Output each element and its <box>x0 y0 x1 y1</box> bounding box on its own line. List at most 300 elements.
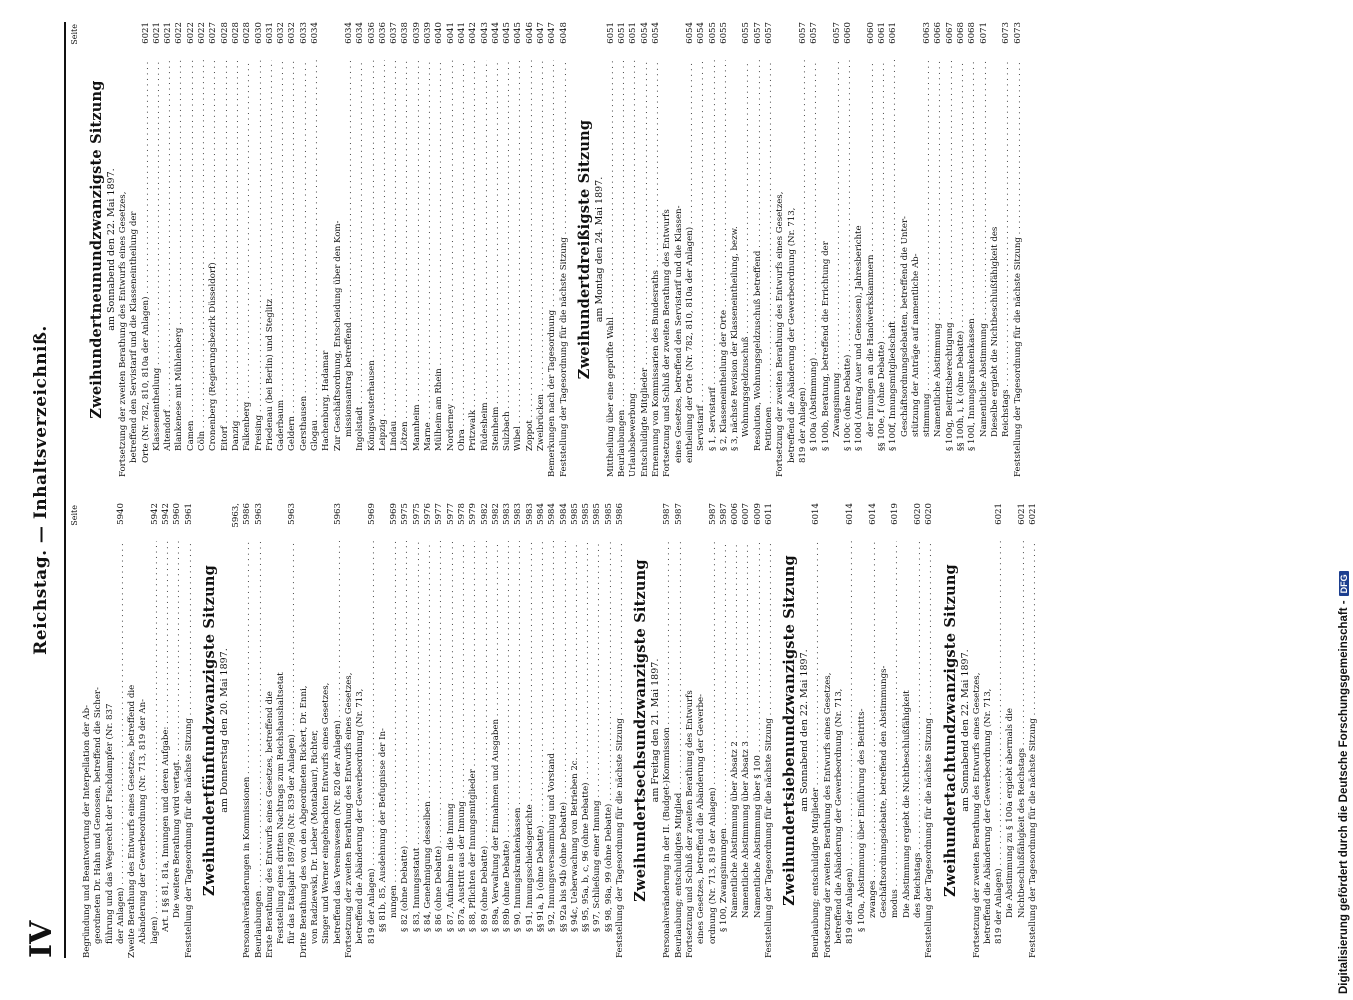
session-title: Zweihundertsiebenundzwanzigste Sitzung <box>781 555 799 906</box>
toc-entry-text: Glogau . . . <box>310 60 321 477</box>
page-header <box>18 22 66 958</box>
toc-entry <box>809 22 820 477</box>
toc-entry-page: 6073 <box>1012 22 1023 44</box>
toc-entry-page: 5940 <box>115 503 126 525</box>
toc-entry-text: Dieselbe ergiebt die Nichtbeschlußfähigkeit des <box>989 226 1000 437</box>
toc-entry <box>933 22 944 477</box>
toc-entry-text: § 88, Pflichten der Innungsmitglieder . . . <box>468 541 479 958</box>
toc-entry-page: 6048 <box>558 22 569 44</box>
toc-entry <box>174 22 185 477</box>
toc-entry <box>547 503 558 958</box>
toc-entry-text: Fortsetzung der zweiten Berathung des Entwurfs eines Gesetzes, <box>971 672 982 958</box>
toc-entry-text: §§ 98, 98a, 99 (ohne Debatte) . . . <box>604 541 615 958</box>
toc-entry-text: Die Abstimmung zu § 100a ergiebt abermals die <box>1005 708 1016 918</box>
toc-entry-page: 5942 <box>149 503 160 525</box>
toc-entry-text: Petitionen . . . <box>764 60 775 477</box>
toc-entry-page: 6051 <box>617 22 628 44</box>
toc-entry <box>400 22 411 477</box>
session-entries <box>606 22 1024 477</box>
toc-entry-text: § 87a, Austritt aus der Innung . . . <box>457 541 468 958</box>
toc-entry-page: 6055 <box>718 22 729 44</box>
toc-entry-page: 6037 <box>389 22 400 44</box>
page-number: IV <box>23 920 59 958</box>
toc-entry-page: 5961 <box>183 503 194 525</box>
toc-entry-text: Die Abstimmung ergiebt die Nichtbeschlußfähigkeit <box>901 690 912 918</box>
toc-entry-text: Zweibrücken . . . <box>536 60 547 477</box>
toc-entry-page: 6063 <box>922 22 933 44</box>
toc-entry-page: 6006 <box>730 503 741 525</box>
toc-entry-text: § 1, Servistarif . . . <box>708 60 719 477</box>
toc-entry <box>983 503 994 958</box>
toc-entry-text: § 89 (ohne Debatte) . . . <box>480 541 491 958</box>
toc-entry <box>220 22 231 477</box>
toc-entry-text: der Anlagen) . . . <box>116 541 127 958</box>
toc-entry-page: 6040 <box>434 22 445 44</box>
toc-entry-text: § 84, Genehmigung desselben . . . <box>423 541 434 958</box>
toc-entry <box>581 503 592 958</box>
toc-entry-text: Art. I §§ 81, 81a, Innungen und deren Aufgabe: . . . <box>161 541 172 958</box>
toc-entry <box>333 22 344 477</box>
toc-entry <box>184 503 195 958</box>
toc-entry-text: Erste Berathung des Entwurfs eines Gesetzes, betreffend die <box>264 691 275 958</box>
toc-entry-page: 5987 <box>662 503 673 525</box>
toc-entry <box>604 503 615 958</box>
toc-entry-page: 5984 <box>535 503 546 525</box>
toc-entry-text: Friedenau (bei Berlin) und Steglitz . . . <box>265 60 276 477</box>
toc-entry <box>866 22 877 477</box>
toc-entry-text: Klasseneintheilung . . . <box>152 60 163 477</box>
toc-entry-page: 5960 <box>172 503 183 525</box>
toc-entry <box>945 22 956 477</box>
session-title: Zweihundertfünfundzwanzigste Sitzung <box>200 565 218 896</box>
toc-entry-page: 5987 <box>718 503 729 525</box>
toc-entry <box>355 503 366 958</box>
toc-entry-page: 6021 <box>140 22 151 44</box>
session-heading <box>632 503 661 958</box>
toc-entry <box>434 503 445 958</box>
toc-entry <box>741 22 752 477</box>
toc-entry <box>879 503 890 958</box>
toc-entry <box>378 22 389 477</box>
toc-entry-text: Feststellung der Tagesordnung für die nächste Sitzung . . . <box>924 541 935 958</box>
toc-entry <box>129 22 140 477</box>
toc-entry-text: § 2, Klasseneintheilung der Orte . . . <box>719 60 730 477</box>
toc-entry-page: 6066 <box>933 22 944 44</box>
toc-entry-text: §§ 81b, 85, Ausdehnung der Befugnisse der In- <box>377 728 388 932</box>
toc-entry <box>163 22 174 477</box>
toc-entry <box>559 503 570 958</box>
toc-entry <box>1001 22 1012 477</box>
toc-entry <box>254 22 265 477</box>
toc-entry <box>764 503 775 958</box>
toc-entry <box>118 22 129 477</box>
toc-entry-page: 6028 <box>230 22 241 44</box>
toc-entry-text: § 100l, Innungskrankenkassen . . . <box>967 60 978 477</box>
toc-entry-page: 5985 <box>569 503 580 525</box>
toc-entry <box>730 503 741 958</box>
intro-entries <box>82 503 195 958</box>
toc-entry-text: eintheilung der Orte (Nr. 782, 810, 810a der Anlagen) . . . <box>685 60 696 477</box>
toc-entry <box>913 503 924 958</box>
toc-entry-page: 6057 <box>809 22 820 44</box>
toc-entry-text: Geschäftsordnungsdebatte, betreffend den Abstimmungs- <box>879 665 890 918</box>
toc-entry-text: zwanges . . . <box>868 541 879 958</box>
toc-entry-page: 6032 <box>276 22 287 44</box>
toc-entry <box>105 503 116 958</box>
toc-entry-text: Ingolstadt . . . <box>355 60 366 477</box>
toc-entry <box>502 503 513 958</box>
toc-entry <box>93 503 104 958</box>
toc-entry-text: Norderney . . . <box>446 60 457 477</box>
session-title: Zweihundertneunundzwanzigste Sitzung <box>88 80 105 419</box>
toc-entry-page: 6034 <box>355 22 366 44</box>
toc-entry-text: des Reichstags . . . <box>913 541 924 958</box>
toc-entry <box>1017 503 1028 958</box>
toc-entry-page: 6055 <box>707 22 718 44</box>
toc-entry-page: 6036 <box>377 22 388 44</box>
toc-entry-text: § 83, Innungsstatut . . . <box>412 541 423 958</box>
toc-entry-text: Fortsetzung der zweiten Berathung des Entwurfs eines Gesetzes, <box>118 191 128 477</box>
toc-entry-text: betreffend die Abänderung der Gewerbeordnung (Nr. 713, <box>833 688 844 944</box>
toc-entry-page: 6021 <box>1028 503 1039 525</box>
toc-entry <box>525 503 536 958</box>
toc-entry-text: § 82 (ohne Debatte) . . . <box>400 541 411 958</box>
toc-entry-page: 6054 <box>696 22 707 44</box>
toc-entry <box>378 503 389 958</box>
toc-entry <box>640 22 651 477</box>
toc-entry <box>116 503 127 958</box>
toc-entry <box>877 22 888 477</box>
toc-entry-text: § 87, Aufnahme in die Innung . . . <box>446 541 457 958</box>
toc-entry <box>888 22 899 477</box>
toc-entry-text: Marne . . . <box>423 60 434 477</box>
digitization-credit <box>1336 0 1353 1000</box>
toc-entry-text: Blankenese mit Mühlenberg . . . <box>174 60 185 477</box>
toc-entry-text: Nichtbeschlußfähigkeit des Reichstags . . . <box>1017 541 1028 958</box>
toc-entry <box>615 503 626 958</box>
toc-entry-page: 5942 <box>161 503 172 525</box>
toc-entry <box>389 503 400 958</box>
toc-entry-text: Wohnungsgeldzuschuß . . . <box>741 60 752 477</box>
toc-entry-page: 5975 <box>411 503 422 525</box>
toc-entry-text: Abänderung der Gewerbeordnung (Nr. 713, 819 der An- <box>138 698 149 944</box>
toc-entry <box>310 503 321 958</box>
toc-entry-page: 5976 <box>423 503 434 525</box>
toc-entry-page: 6043 <box>479 22 490 44</box>
toc-entry-page: 6061 <box>877 22 887 44</box>
toc-entry <box>685 22 696 477</box>
toc-entry-text: § 89b (ohne Debatte) . . . <box>502 541 513 958</box>
toc-entry <box>628 22 639 477</box>
toc-entry-text: stimmung . . . <box>922 60 933 477</box>
toc-entry-page: 6042 <box>468 22 479 44</box>
toc-entry-text: § 100f, Innungsmitgliedschaft . . . <box>888 60 899 477</box>
toc-entry <box>592 503 603 958</box>
toc-entry-page: 6021 <box>1016 503 1027 525</box>
toc-entry <box>321 22 332 477</box>
toc-entry-text: Beurlaubung; entschuldigte Mitglieder . . . <box>811 541 822 958</box>
toc-entry <box>265 22 276 477</box>
toc-entry-page: 6045 <box>502 22 513 44</box>
toc-entry-page: 5984 <box>547 503 558 525</box>
toc-entry-page: 6055 <box>741 22 752 44</box>
toc-entry <box>979 22 990 477</box>
credit-text: Digitalisierung gefördert durch die Deutsche Forschungsgemeinschaft - <box>1338 600 1350 994</box>
toc-entry-text: Königswusterhausen . . . <box>367 60 378 477</box>
toc-entry <box>276 503 287 958</box>
toc-entry-page: 6057 <box>764 22 775 44</box>
toc-entry-page: 5969 <box>366 503 377 525</box>
toc-entry-text: Falkenberg . . . <box>242 60 253 477</box>
toc-entry-page: 6028 <box>219 22 230 44</box>
toc-entry-text: Fortsetzung der zweiten Berathung des Entwurfs eines Gesetzes, <box>822 672 833 958</box>
toc-entry-page: 6014 <box>845 503 856 525</box>
toc-entry <box>843 22 854 477</box>
toc-entry-text: eines Gesetzes, betreffend die Abänderung der Gewerbe- <box>696 693 707 944</box>
toc-entry <box>559 22 570 477</box>
toc-entry <box>845 503 856 958</box>
toc-entry-page: 5985 <box>581 503 592 525</box>
toc-entry-page: 5984 <box>558 503 569 525</box>
toc-entry-text: geordneten Dr. Hahn und Genossen, betreffend die Sicher- <box>93 687 104 944</box>
toc-entry <box>1013 22 1024 477</box>
toc-entry-page: 6028 <box>242 22 253 44</box>
toc-entry <box>242 22 253 477</box>
toc-entry <box>400 503 411 958</box>
toc-entry-page: 6020 <box>913 503 923 525</box>
toc-entry <box>662 503 673 958</box>
toc-entry-text: Lindau . . . <box>389 60 400 477</box>
toc-entry <box>662 22 673 477</box>
session-entries <box>811 503 935 958</box>
toc-entry-page: 6057 <box>752 22 763 44</box>
toc-entry <box>208 22 219 477</box>
toc-entry-page: 6022 <box>197 22 208 44</box>
toc-entry-text: 819 der Anlagen) . . . <box>994 541 1005 958</box>
toc-entry <box>502 22 513 477</box>
toc-entry <box>513 22 524 477</box>
toc-entry <box>480 22 491 477</box>
toc-entry-text: Danzig . . . <box>231 60 242 477</box>
toc-entry-text: Leipzig . . . <box>378 60 389 477</box>
toc-entry <box>753 503 764 958</box>
toc-entry <box>412 22 423 477</box>
toc-entry-text: Begründung und Beantwortung der Interpellation der Ab- <box>82 705 92 958</box>
toc-entry-page: 5982 <box>490 503 501 525</box>
toc-entry-text: Feststellung der Tagesordnung für die nächste Sitzung . . . <box>764 541 775 958</box>
session-date: am Sonnabend den 22. Mai 1897. <box>106 168 117 331</box>
toc-entry-text: 819 der Anlagen) . . . <box>845 541 856 958</box>
toc-entry-text: betreffend das Vereinswesen (Nr. 820 der Anlagen) . . . <box>333 541 344 958</box>
toc-entry-page: 6039 <box>411 22 422 44</box>
toc-entry-text: Camen . . . <box>186 60 197 477</box>
toc-entry-text: §§ 95, 95a, b, c, 96 (ohne Debatte) . . . <box>581 541 592 958</box>
toc-entry-page: 6031 <box>264 22 275 44</box>
toc-entry-text: Namentliche Abstimmung über Absatz 2 . . . <box>730 541 741 958</box>
toc-entry <box>651 22 662 477</box>
toc-entry <box>606 22 617 477</box>
toc-entry-text: § 90, Innungskrankenkassen . . . <box>513 541 524 958</box>
toc-entry <box>857 503 868 958</box>
toc-entry-page: 6047 <box>535 22 546 44</box>
toc-entry <box>412 503 423 958</box>
toc-entry-page: 6019 <box>890 503 901 525</box>
toc-entry-text: betreffend den Servistarif und die Klasseneintheilung der <box>129 211 140 463</box>
toc-entry <box>344 503 355 958</box>
toc-entry <box>922 22 933 477</box>
toc-entry <box>685 503 696 958</box>
toc-entry-text: Feststellung der Tagesordnung für die nächste Sitzung . . . <box>559 60 570 477</box>
toc-entry-text: missionsantrag betreffend . . . <box>344 60 355 477</box>
toc-entry-text: Reichstags . . . <box>1001 60 1012 477</box>
toc-entry-page: 6021 <box>163 22 174 44</box>
session-date: am Donnerstag den 20. Mai 1897. <box>218 648 230 813</box>
toc-entry <box>854 22 865 477</box>
toc-entry <box>231 22 242 477</box>
toc-entry-text: betreffend die Abänderung der Gewerbeordnung (Nr. 713, <box>355 688 366 944</box>
toc-entry-text: § 100d (Antrag Auer und Genossen), Jahresberichte <box>854 225 865 451</box>
toc-entry-page: 5985 <box>592 503 603 525</box>
toc-entry <box>434 22 445 477</box>
toc-entry-page: 5969 <box>389 503 400 525</box>
toc-entry <box>890 503 901 958</box>
session-title: Zweihundertdreißigste Sitzung <box>575 119 593 380</box>
toc-entry-page: 6051 <box>628 22 639 44</box>
toc-entry <box>832 22 843 477</box>
toc-entry-page: 6011 <box>764 503 775 525</box>
toc-entry <box>321 503 332 958</box>
toc-entry-page: 5963 <box>332 503 343 525</box>
toc-entry <box>821 22 832 477</box>
session-entries <box>231 503 626 958</box>
toc-entry <box>480 503 491 958</box>
toc-entry-text: stützung der Anträge auf namentliche Ab- <box>910 253 921 437</box>
toc-entry-page: 5963, 5986 <box>230 503 253 528</box>
session-title: Zweihundertachtundzwanzigste Sitzung <box>941 564 959 897</box>
toc-entry-page: 5983 <box>513 503 524 525</box>
toc-entry <box>127 503 138 958</box>
toc-entry-page: 6045 <box>513 22 524 44</box>
toc-entry <box>457 22 468 477</box>
session-entries <box>118 22 570 477</box>
toc-entry <box>389 22 400 477</box>
toc-entry-text: Ernennung von Kommissarien des Bundesraths . . . <box>651 60 662 477</box>
toc-entry <box>231 503 254 958</box>
toc-entry <box>186 22 197 477</box>
toc-entry <box>708 22 719 477</box>
toc-entry <box>423 22 434 477</box>
toc-entry <box>161 503 172 958</box>
toc-entry <box>287 503 298 958</box>
toc-entry-page: 5987 <box>673 503 684 525</box>
toc-entry-page: 6007 <box>741 503 752 525</box>
column-head-seite: Seite <box>70 505 79 526</box>
toc-entry <box>730 22 741 477</box>
toc-entry-page: 6057 <box>831 22 842 44</box>
toc-entry-page: 5963 <box>253 503 264 525</box>
toc-entry <box>956 22 967 477</box>
toc-entry-text: § 97, Schließung einer Innung . . . <box>592 541 603 958</box>
toc-entry-text: betreffend die Abänderung der Gewerbeordnung (Nr. 713, <box>982 688 993 944</box>
toc-entry-text: Beurlaubungen . . . <box>617 60 628 477</box>
session-date: am Sonnabend den 22. Mai 1897. <box>799 649 811 812</box>
toc-entry <box>423 503 434 958</box>
toc-entry-page: 6021 <box>151 22 162 44</box>
toc-entry-text: §§ 91a, b (ohne Debatte) . . . <box>536 541 547 958</box>
session-heading <box>576 22 605 477</box>
session-heading <box>88 22 117 477</box>
toc-entry-text: § 92, Innungsversammlung und Vorstand . . . <box>547 541 558 958</box>
toc-entry-page: 6044 <box>490 22 501 44</box>
toc-entry-text: Geldern . . . <box>287 60 298 477</box>
toc-entry <box>468 22 479 477</box>
toc-entry-page: 6033 <box>298 22 309 44</box>
session-date: am Freitag den 21. Mai 1897. <box>650 658 662 803</box>
toc-entry-page: 6021 <box>994 503 1005 525</box>
toc-entry-text: Namentliche Abstimmung über § 100 . . . <box>753 541 764 958</box>
toc-entry-text: Rüdesheim . . . <box>480 60 491 477</box>
session-entries <box>662 503 775 958</box>
toc-entry-text: Urlaubsbewerbung . . . <box>628 60 639 477</box>
toc-entry <box>617 22 628 477</box>
toc-entry <box>1028 503 1039 958</box>
toc-entry-text: § 100, Zwangsinnungen . . . <box>719 541 730 958</box>
toc-entry <box>868 503 879 958</box>
toc-entry-text: Mittheilung über eine geprüfte Wahl . . . <box>606 60 617 477</box>
toc-entry-page: 6014 <box>811 503 822 525</box>
toc-entry-text: Servistarif . . . <box>696 60 707 477</box>
toc-entry <box>741 503 752 958</box>
session-date: am Sonnabend den 22. Mai 1897. <box>959 649 971 812</box>
toc-entry <box>333 503 344 958</box>
toc-entry-text: Eitorf . . . <box>220 60 231 477</box>
toc-entry-text: § 100a (Abstimmung) . . . <box>809 60 820 477</box>
toc-entry <box>525 22 536 477</box>
toc-entry-page: 6027 <box>208 22 219 44</box>
toc-entry-text: lagen) . . . <box>150 541 161 958</box>
toc-entry-text: Cöln . . . <box>197 60 208 477</box>
toc-entry <box>468 503 479 958</box>
toc-entry <box>911 22 922 477</box>
toc-entry-text: Zweite Berathung des Entwurfs eines Gesetzes, betreffend die <box>127 684 138 958</box>
toc-entry-text: nungen . . . <box>389 541 400 958</box>
toc-entry <box>719 503 730 958</box>
toc-entry-page: 5978 <box>456 503 467 525</box>
toc-entry-text: für das Etatsjahr 1897/98 (Nr. 839 der Anlagen) . . . <box>287 541 298 958</box>
toc-entry-page: 6041 <box>456 22 467 44</box>
toc-entry-page: 5977 <box>434 503 445 525</box>
toc-entry <box>197 22 208 477</box>
toc-entry <box>570 503 581 958</box>
toc-entry-page: 5979 <box>468 503 479 525</box>
toc-entry-text: der Innungen an die Handwerkskammern . . . <box>866 60 877 477</box>
session-date: am Montag den 24. Mai 1897. <box>593 176 605 323</box>
toc-entry <box>344 22 355 477</box>
toc-entry <box>276 22 287 477</box>
toc-entry <box>902 503 913 958</box>
toc-entry-text: Resolution, Wohnungsgeldzuschuß betreffend . . . <box>753 60 764 477</box>
toc-entry-text: Zoppot . . . <box>525 60 536 477</box>
toc-entry-text: Beurlaubungen . . . <box>254 541 265 958</box>
right-column <box>70 22 1039 477</box>
toc-entry <box>299 22 310 477</box>
toc-entry-text: Dritte Berathung des von den Abgeordneten Rickert, Dr. Enni, <box>298 685 309 958</box>
toc-entry <box>775 22 786 477</box>
toc-entry-text: Feststellung der Tagesordnung für die nächste Sitzung . . . <box>1028 541 1039 958</box>
session-heading <box>201 503 230 958</box>
toc-entry-text: Personalveränderungen in Kommissionen . . . <box>242 541 253 958</box>
toc-entry <box>265 503 276 958</box>
